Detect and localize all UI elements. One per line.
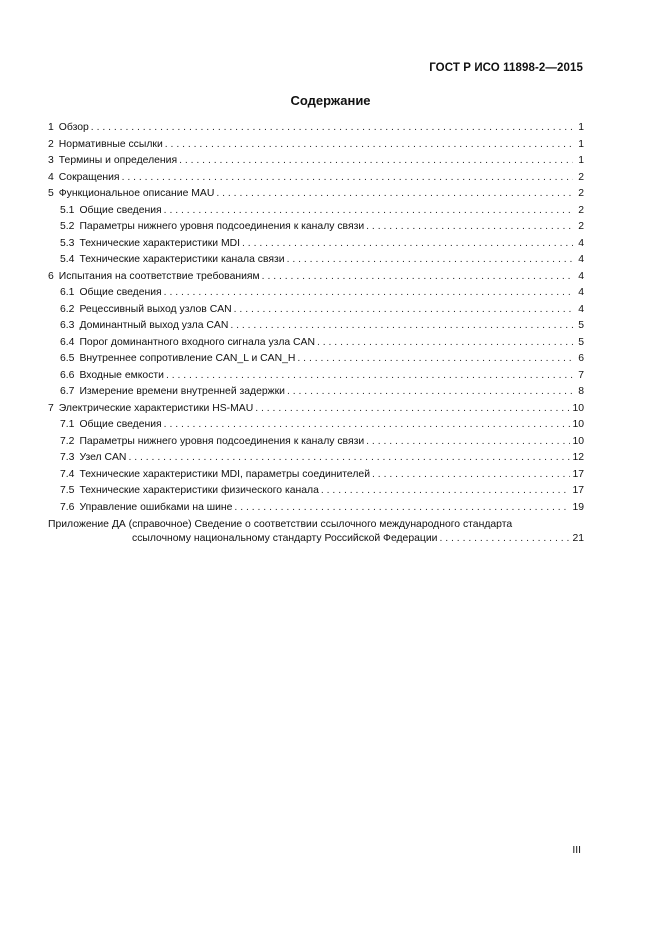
toc-entry-number: 6.7 (60, 386, 75, 397)
toc-appendix-line2-row (48, 532, 584, 546)
toc-entry-page: 12 (572, 452, 584, 463)
toc-entry-title: Обзор (58, 122, 89, 133)
toc-appendix-page: 21 (572, 533, 584, 544)
toc-entry-title: Общие сведения (79, 419, 162, 430)
toc-entry-number: 6.4 (60, 336, 75, 348)
toc-entry-title: Общие сведения (79, 287, 162, 298)
toc-dot-leader (321, 483, 571, 500)
toc-dot-leader (242, 236, 573, 253)
toc-entry-page: 2 (578, 221, 584, 232)
toc-entry-page: 4 (578, 254, 584, 265)
toc-entry-title: Технические характеристики MDI (79, 237, 241, 249)
toc-dot-leader (164, 417, 571, 434)
toc-entry-title: Сокращения (58, 171, 120, 183)
toc-entry-page: 5 (578, 336, 584, 348)
toc-appendix-line2: ссылочному национальному стандарту Российской Федерации (132, 533, 438, 544)
toc-entry-number: 4 (48, 171, 54, 183)
toc-entry-number: 7.6 (60, 501, 75, 513)
toc-entry[interactable] (48, 434, 584, 451)
toc-entry-page: 6 (578, 353, 584, 364)
toc-entry-page: 1 (578, 155, 584, 166)
toc-appendix-line1: Приложение ДА (справочное) Сведение о соответствии ссылочного международного стандарта (48, 519, 513, 530)
toc-entry-title: Управление ошибками на шине (79, 501, 233, 513)
toc-entry-page: 10 (572, 435, 584, 447)
toc-entry[interactable] (48, 236, 584, 253)
toc-entry-page: 17 (572, 468, 584, 480)
toc-entry-page: 2 (578, 171, 584, 183)
toc-entry-title: Технические характеристики канала связи (79, 254, 285, 265)
toc-dot-leader (287, 384, 573, 401)
toc-entry[interactable] (48, 417, 584, 434)
toc-dot-leader (234, 302, 573, 319)
toc-dot-leader (164, 285, 573, 302)
toc-entry-number: 6 (48, 270, 54, 282)
toc-entry-number: 3 (48, 155, 54, 166)
toc-entry[interactable] (48, 252, 584, 269)
toc-entry-number: 7.2 (60, 435, 75, 447)
toc-entry[interactable] (48, 186, 584, 203)
toc-entry-number: 7 (48, 402, 54, 414)
toc-entry[interactable] (48, 335, 584, 352)
toc-entry[interactable] (48, 483, 584, 500)
toc-dot-leader (166, 368, 573, 385)
toc-entry-title: Измерение времени внутренней задержки (79, 386, 285, 397)
toc-entry-title: Функциональное описание MAU (58, 188, 215, 199)
toc-entry-number: 1 (48, 122, 54, 133)
toc-dot-leader (234, 500, 570, 517)
toc-dot-leader (439, 532, 570, 546)
toc-dot-leader (366, 219, 573, 236)
toc-entry[interactable] (48, 384, 584, 401)
toc-entry-title: Доминантный выход узла CAN (79, 320, 229, 331)
toc-dot-leader (128, 450, 570, 467)
toc-entry-page: 2 (578, 204, 584, 216)
toc-dot-leader (91, 120, 573, 137)
toc-entry-number: 7.3 (60, 452, 75, 463)
toc-dot-leader (297, 351, 573, 368)
toc-entry-title: Термины и определения (58, 155, 178, 166)
toc-entry-page: 4 (578, 237, 584, 249)
toc-entry-title: Узел CAN (79, 452, 127, 463)
toc-entry[interactable] (48, 153, 584, 170)
toc-entry-page: 2 (578, 188, 584, 199)
toc-entry-number: 7.5 (60, 485, 75, 496)
toc-title: Содержание (290, 93, 371, 108)
toc-entry-title: Порог доминантного входного сигнала узла CAN (79, 336, 315, 348)
toc-entry-page: 17 (572, 485, 584, 496)
page-number: III (572, 845, 581, 856)
toc-entry[interactable] (48, 170, 584, 187)
toc-entry-number: 5.2 (60, 221, 75, 232)
toc-entry-page: 4 (578, 303, 584, 315)
toc-entry-number: 2 (48, 138, 54, 150)
toc-entry-number: 6.1 (60, 287, 75, 298)
toc-entry[interactable] (48, 500, 584, 517)
toc-entry[interactable] (48, 120, 584, 137)
toc-dot-leader (179, 153, 573, 170)
toc-entry-page: 4 (578, 287, 584, 298)
toc-entry[interactable] (48, 219, 584, 236)
toc-entry-number: 7.4 (60, 468, 75, 480)
toc-dot-leader (317, 335, 573, 352)
toc-entry-number: 6.3 (60, 320, 75, 331)
table-of-contents (48, 120, 584, 546)
toc-entry-title: Технические характеристики физического канала (79, 485, 319, 496)
toc-entry-page: 5 (578, 320, 584, 331)
toc-dot-leader (216, 186, 573, 203)
toc-dot-leader (287, 252, 573, 269)
toc-entry[interactable] (48, 401, 584, 418)
toc-entry-title: Общие сведения (79, 204, 162, 216)
toc-entry-title: Внутреннее сопротивление CAN_L и CAN_H (79, 353, 296, 364)
toc-entry-page: 1 (578, 122, 584, 133)
toc-dot-leader (230, 318, 573, 335)
toc-entry[interactable] (48, 467, 584, 484)
toc-entry-number: 5.3 (60, 237, 75, 249)
toc-entry[interactable] (48, 450, 584, 467)
toc-entry-number: 5 (48, 188, 54, 199)
toc-entry-title: Рецессивный выход узлов CAN (79, 303, 232, 315)
toc-entry-number: 6.6 (60, 369, 75, 381)
toc-entry[interactable] (48, 285, 584, 302)
toc-dot-leader (122, 170, 573, 187)
toc-appendix-entry[interactable] (48, 518, 584, 546)
toc-entry-page: 4 (578, 270, 584, 282)
toc-dot-leader (262, 269, 573, 286)
toc-entry-page: 10 (572, 402, 584, 414)
toc-entry-number: 6.2 (60, 303, 75, 315)
toc-entry[interactable] (48, 137, 584, 154)
toc-entry-page: 1 (578, 138, 584, 150)
document-code: ГОСТ Р ИСО 11898-2—2015 (429, 62, 583, 74)
toc-entry-title: Нормативные ссылки (58, 138, 163, 150)
toc-entry-page: 10 (572, 419, 584, 430)
toc-entry-page: 7 (578, 369, 584, 381)
toc-dot-leader (366, 434, 570, 451)
toc-entry-title: Параметры нижнего уровня подсоединения к каналу связи (79, 435, 365, 447)
toc-entry[interactable] (48, 269, 584, 286)
toc-dot-leader (255, 401, 570, 418)
toc-entry[interactable] (48, 318, 584, 335)
toc-entry[interactable] (48, 203, 584, 220)
toc-entry-title: Электрические характеристики HS-MAU (58, 402, 254, 414)
toc-entry-page: 8 (578, 386, 584, 397)
toc-dot-leader (164, 203, 573, 220)
toc-entry-number: 5.1 (60, 204, 75, 216)
toc-entry-title: Входные емкости (79, 369, 164, 381)
toc-entry-number: 6.5 (60, 353, 75, 364)
toc-entry-title: Технические характеристики MDI, параметры соединителей (79, 468, 371, 480)
toc-dot-leader (165, 137, 573, 154)
toc-entry-number: 5.4 (60, 254, 75, 265)
toc-entry-page: 19 (572, 501, 584, 513)
toc-entry-number: 7.1 (60, 419, 75, 430)
toc-entry-title: Параметры нижнего уровня подсоединения к каналу связи (79, 221, 365, 232)
toc-entry-title: Испытания на соответствие требованиям (58, 270, 260, 282)
toc-entry[interactable] (48, 368, 584, 385)
toc-entry[interactable] (48, 302, 584, 319)
toc-dot-leader (372, 467, 570, 484)
toc-entry[interactable] (48, 351, 584, 368)
